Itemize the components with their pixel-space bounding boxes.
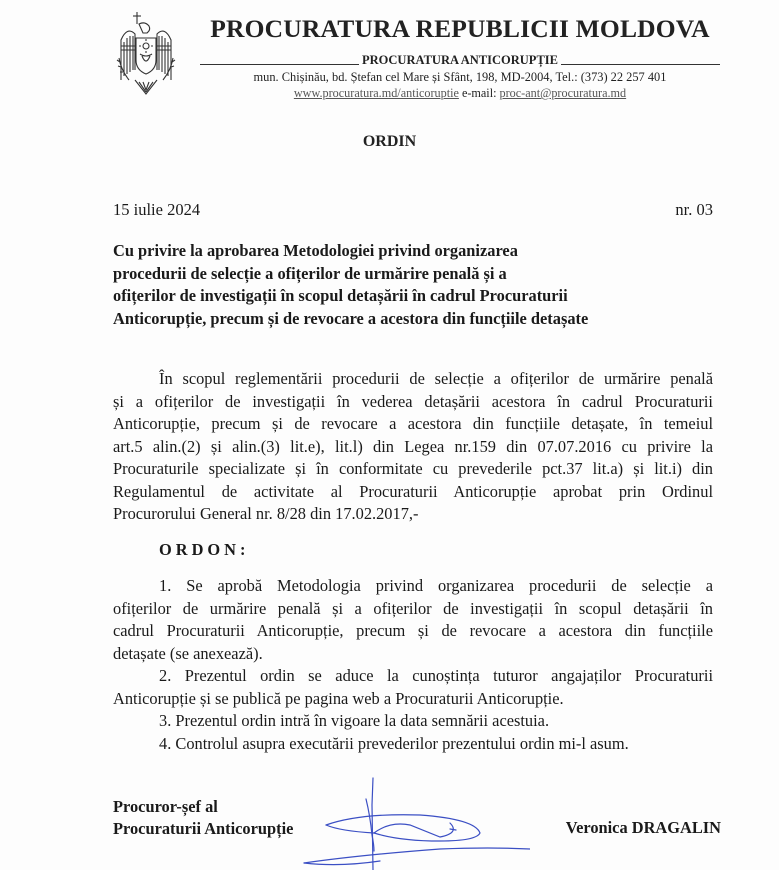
order-item-line: detașate (se anexează). — [113, 643, 263, 663]
order-item-line: 4. Controlul asupra executării prevederilor prezentului ordin mi-l asum. — [159, 733, 629, 753]
document-subject — [113, 240, 673, 330]
email-label: e-mail: — [461, 86, 497, 100]
website-link[interactable]: www.procuratura.md/anticoruptie — [293, 86, 459, 100]
email-link[interactable]: proc-ant@procuratura.md — [499, 86, 627, 100]
moldova-coat-of-arms-icon — [115, 10, 177, 96]
order-item-line: Anticorupție și se publică pe pagina web a Procuraturii Anticorupție. — [113, 688, 564, 708]
preamble-paragraph — [113, 368, 713, 526]
institution-name: PROCURATURA REPUBLICII MOLDOVA — [210, 14, 710, 43]
ordon-heading: ORDON: — [159, 540, 250, 559]
contact-line — [200, 86, 720, 101]
header-rule-right — [561, 63, 720, 65]
order-item-line: ofițerilor de urmărire penală și a ofițerilor de investigații în scopul detașării în — [113, 598, 713, 618]
order-item-line: 3. Prezentul ordin intră în vigoare la data semnării acestuia. — [159, 711, 550, 730]
order-item-line: cadrul Procuraturii Anticorupție, precum și de revocare a acestora din funcțiile — [113, 621, 713, 640]
order-item-line: 2. Prezentul ordin se aduce la cunoștința tuturor angajaților Procuraturii — [159, 666, 713, 685]
subject-line: ofițerilor de investigații în scopul detașării în cadrul Procuraturii — [113, 286, 568, 305]
document-number: nr. 03 — [675, 200, 713, 219]
subdivision-line — [200, 50, 720, 68]
subject-line: procedurii de selecție a ofițerilor de urmărire penală și a — [113, 263, 507, 283]
header-rule-left — [200, 63, 359, 65]
order-item-line: 1. Se aprobă Metodologia privind organizarea procedurii de selecție a — [159, 576, 713, 595]
order-item-2 — [113, 665, 713, 710]
signatory-role-line: Procuraturii Anticorupție — [113, 819, 294, 838]
handwritten-signature-icon — [300, 775, 530, 870]
preamble-line: Procurorului General nr. 8/28 din 17.02.2017,- — [113, 504, 419, 523]
preamble-line: În scopul reglementării procedurii de selecție a ofițerilor de urmărire penală — [159, 369, 713, 388]
document-title: ORDIN — [362, 133, 417, 150]
institution-address: mun. Chișinău, bd. Ștefan cel Mare și Sfânt, 198, MD-2004, Tel.: (373) 22 257 401 — [253, 70, 667, 84]
order-item-4 — [113, 733, 713, 756]
preamble-line: și a ofițerilor de investigații în vederea detașării acestora în cadrul Procuraturii — [113, 391, 713, 411]
signatory-name: Veronica DRAGALIN — [565, 818, 721, 837]
preamble-line: Regulamentul de activitate al Procuraturii Anticorupție aprobat prin Ordinul — [113, 481, 713, 501]
signatory-role-line: Procuror-șef al — [113, 797, 218, 816]
preamble-line: Procuraturile specializate și în conformitate cu prevederile pct.37 lit.a) și lit.i) din — [113, 459, 713, 478]
subject-line: Cu privire la aprobarea Metodologiei privind organizarea — [113, 241, 518, 260]
subdivision-name: PROCURATURA ANTICORUPȚIE — [362, 53, 558, 67]
preamble-line: art.5 alin.(2) și alin.(3) lit.e), lit.l) din Legea nr.159 din 07.07.2016 cu privire la — [113, 436, 713, 456]
signatory-role — [113, 796, 293, 840]
order-item-3 — [113, 710, 713, 733]
preamble-line: Anticorupție, precum și de revocare a acestora din funcțiile detașate, în temeiul — [113, 414, 713, 433]
subject-line: Anticorupție, precum și de revocare a acestora din funcțiile detașate — [113, 308, 589, 328]
order-item-1 — [113, 575, 713, 665]
order-items — [113, 575, 713, 755]
document-date: 15 iulie 2024 — [113, 200, 201, 219]
